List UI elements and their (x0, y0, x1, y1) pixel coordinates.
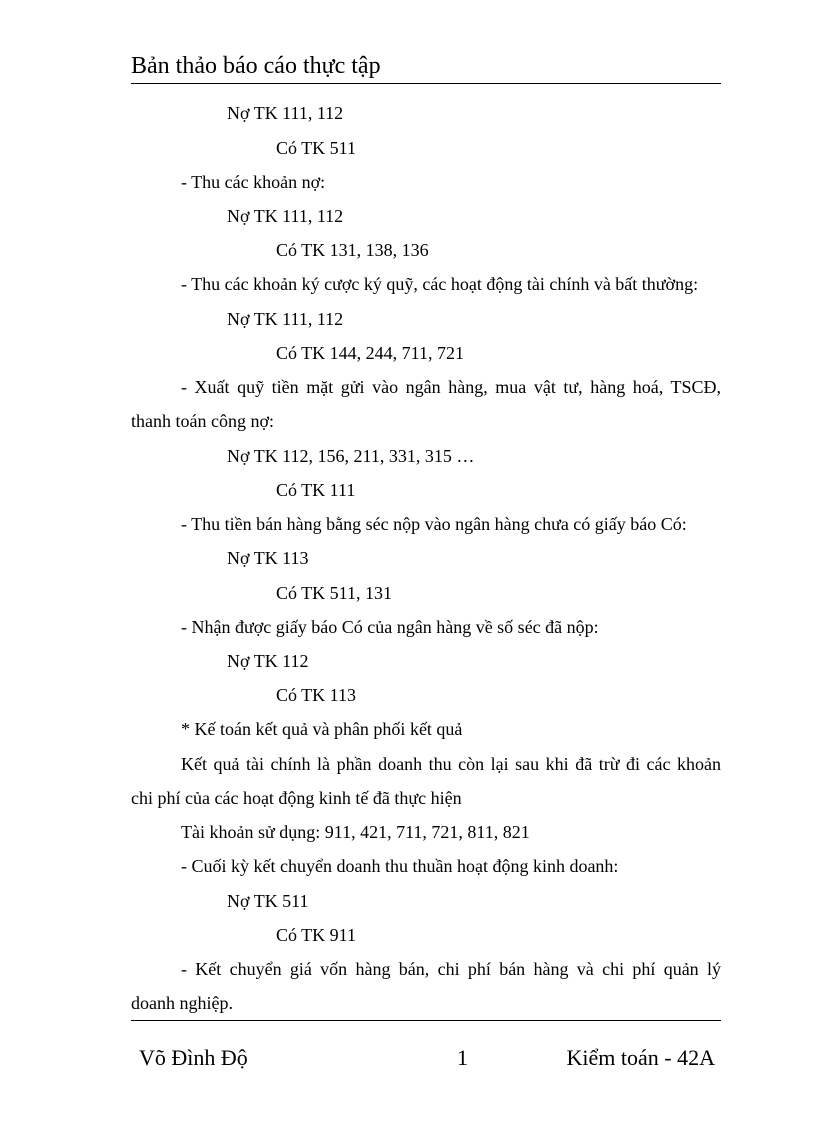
text-line-debit: Nợ TK 112, 156, 211, 331, 315 … (227, 446, 475, 466)
text-line-item: - Xuất quỹ tiền mặt gửi vào ngân hàng, mua vật tư, hàng hoá, TSCĐ, (181, 377, 721, 397)
footer-department: Kiểm toán - 42A (566, 1045, 715, 1070)
section-heading: * Kế toán kết quả và phân phối kết quả (181, 719, 463, 739)
text-line-item: - Kết chuyển giá vốn hàng bán, chi phí bán hàng và chi phí quản lý (181, 959, 721, 979)
text-line-debit: Nợ TK 113 (227, 548, 309, 568)
text-line-item: - Thu các khoản ký cược ký quỹ, các hoạt động tài chính và bất thường: (181, 274, 699, 294)
text-line-credit: Có TK 511, 131 (276, 583, 393, 603)
text-line-item: - Thu tiền bán hàng bằng séc nộp vào ngân hàng chưa có giấy báo Có: (181, 514, 687, 534)
text-line-debit: Nợ TK 111, 112 (227, 206, 344, 226)
text-line-item: - Nhận được giấy báo Có của ngân hàng về số séc đã nộp: (181, 617, 599, 637)
document-title: Bản thảo báo cáo thực tập (131, 53, 381, 79)
text-line-debit: Nợ TK 111, 112 (227, 103, 344, 123)
page-footer (131, 1020, 721, 1081)
text-line-credit: Có TK 131, 138, 136 (276, 240, 429, 260)
page-header (131, 50, 721, 84)
text-line-credit: Có TK 113 (276, 685, 357, 705)
text-line-accounts: Tài khoản sử dụng: 911, 421, 711, 721, 811, 821 (181, 822, 530, 842)
text-line-continuation: doanh nghiệp. (131, 993, 233, 1013)
text-line-credit: Có TK 911 (276, 925, 357, 945)
text-line-credit: Có TK 511 (276, 138, 357, 158)
text-line-continuation: chi phí của các hoạt động kinh tế đã thực hiện (131, 788, 462, 808)
page-number: 1 (457, 1045, 468, 1070)
text-line-item: - Cuối kỳ kết chuyển doanh thu thuần hoạt động kinh doanh: (181, 856, 619, 876)
text-line-continuation: thanh toán công nợ: (131, 411, 274, 431)
text-line-debit: Nợ TK 111, 112 (227, 309, 344, 329)
paragraph-line: Kết quả tài chính là phần doanh thu còn lại sau khi đã trừ đi các khoản (181, 754, 721, 774)
text-line-credit: Có TK 144, 244, 711, 721 (276, 343, 465, 363)
footer-author: Võ Đình Độ (139, 1045, 248, 1070)
text-line-credit: Có TK 111 (276, 480, 356, 500)
text-line-item: - Thu các khoản nợ: (181, 172, 326, 192)
text-line-debit: Nợ TK 112 (227, 651, 309, 671)
text-line-debit: Nợ TK 511 (227, 891, 309, 911)
